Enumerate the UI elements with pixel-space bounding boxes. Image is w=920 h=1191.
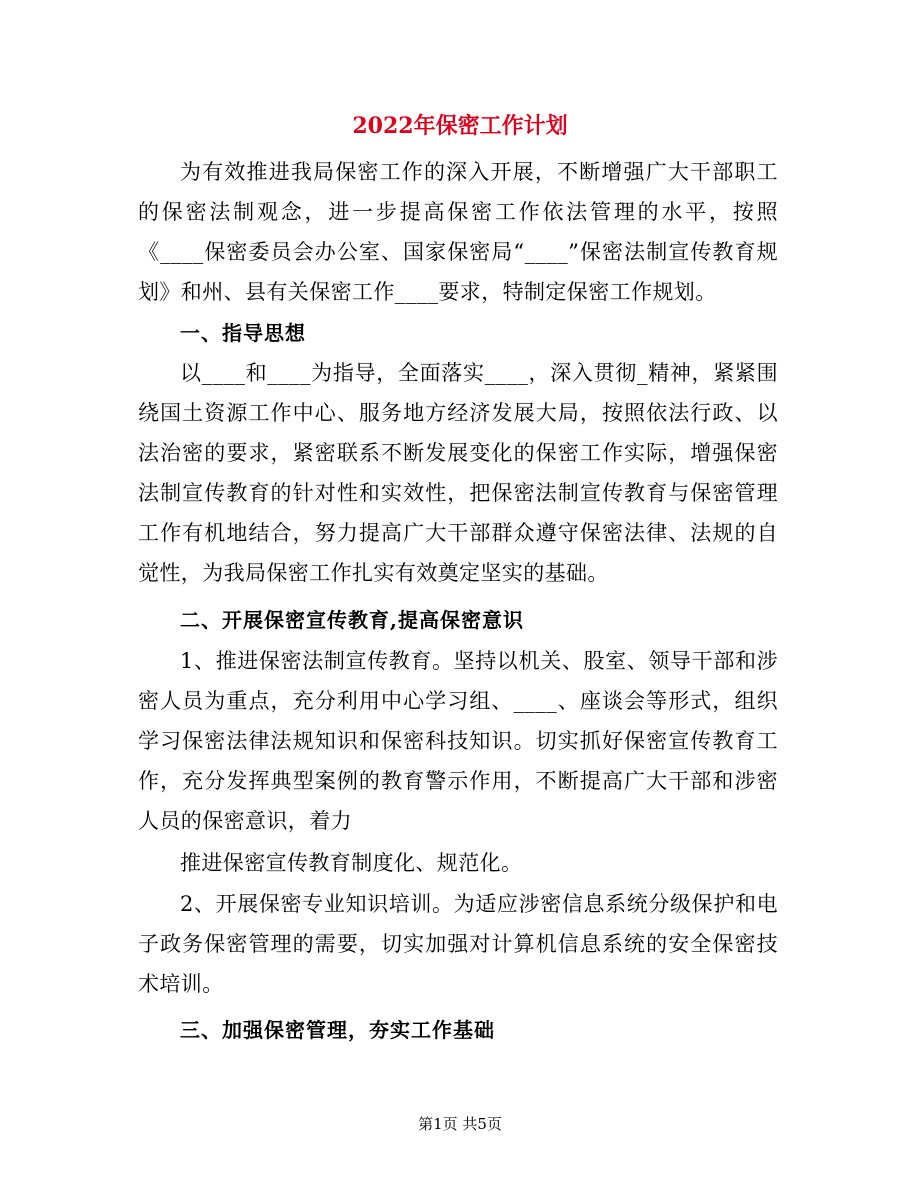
publicity-item-1-continuation: 推进保密宣传教育制度化、规范化。 <box>180 851 523 875</box>
page-number-footer: 第1页 共5页 <box>418 1115 502 1133</box>
section-heading-publicity-education: 二、开展保密宣传教育,提高保密意识 <box>180 608 524 632</box>
intro-paragraph: 为有效推进我局保密工作的深入开展，不断增强广大干部职工的保密法制观念，进一步提高保密工作依法管理的水平，按照《____保密委员会办公室、国家保密局“____”保密法制宣传教育规划》和州、县有关保密工作____要求，特制定保密工作规划。 <box>138 160 778 304</box>
section-heading-management: 三、加强保密管理，夯实工作基础 <box>180 1018 495 1042</box>
document-title: 2022年保密工作计划 <box>352 113 568 139</box>
publicity-item-2-paragraph: 2、开展保密专业知识培训。为适应涉密信息系统分级保护和电子政务保密管理的需要，切实加强对计算机信息系统的安全保密技术培训。 <box>138 892 778 996</box>
section-heading-guiding-ideology: 一、指导思想 <box>180 321 306 345</box>
guiding-ideology-paragraph: 以____和____为指导，全面落实____，深入贯彻_精神，紧紧围绕国土资源工作中心、服务地方经济发展大局，按照依法行政、以法治密的要求，紧密联系不断发展变化的保密工作实际，增强保密法制宣传教育的针对性和实效性，把保密法制宣传教育与保密管理工作有机地结合，努力提高广大干部群众遵守保密法律、法规的自觉性，为我局保密工作扎实有效奠定坚实的基础。 <box>138 361 778 585</box>
publicity-item-1-paragraph: 1、推进保密法制宣传教育。坚持以机关、股室、领导干部和涉密人员为重点，充分利用中心学习组、____、座谈会等形式，组织学习保密法律法规知识和保密科技知识。切实抓好保密宣传教育工作，充分发挥典型案例的教育警示作用，不断提高广大干部和涉密人员的保密意识，着力 <box>138 649 778 833</box>
